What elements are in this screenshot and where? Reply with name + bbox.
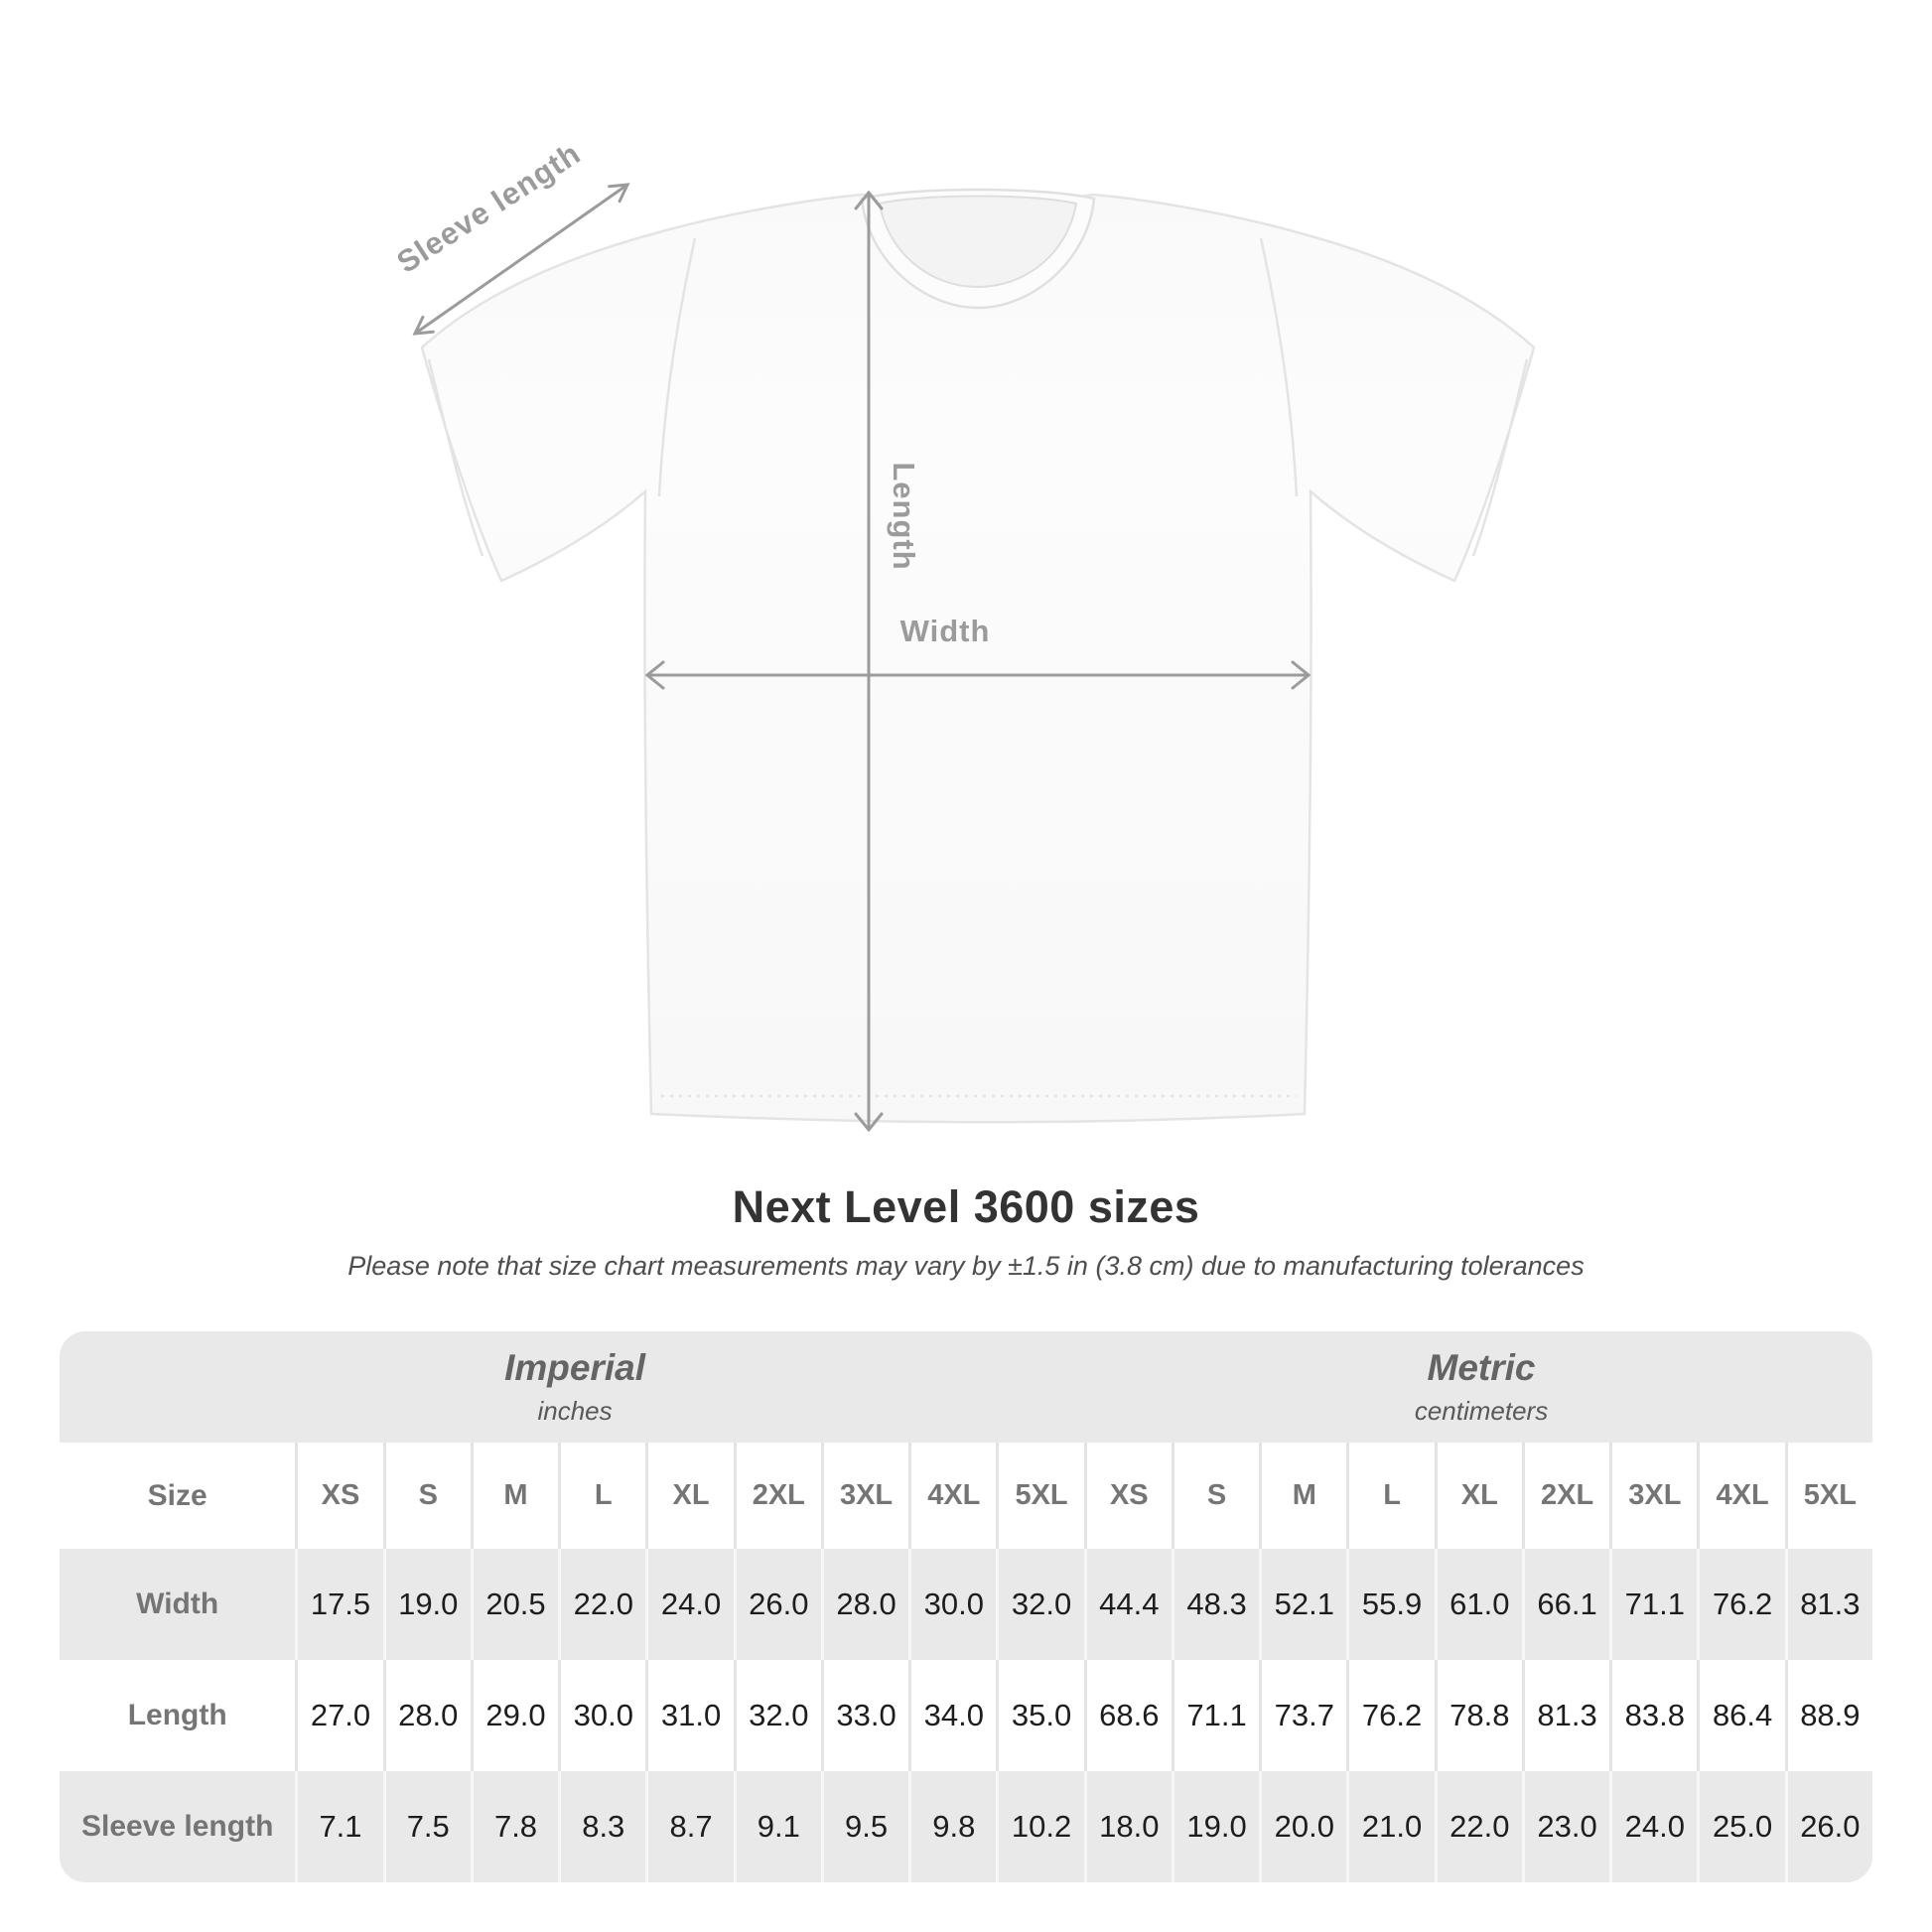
imperial-value-cell: 30.0 [908, 1549, 996, 1660]
imperial-value-cell: 19.0 [383, 1549, 471, 1660]
imperial-value-cell: 32.0 [996, 1549, 1083, 1660]
imperial-group-header [60, 1331, 1090, 1443]
metric-value-cell: 20.0 [1259, 1771, 1346, 1882]
imperial-value-cell: 7.8 [471, 1771, 558, 1882]
metric-size-header: L [1346, 1443, 1434, 1549]
imperial-size-header: 4XL [908, 1443, 996, 1549]
metric-value-cell: 55.9 [1346, 1549, 1434, 1660]
metric-value-cell: 81.3 [1785, 1549, 1872, 1660]
metric-value-cell: 76.2 [1346, 1660, 1434, 1771]
size-table [60, 1331, 1872, 1882]
metric-value-cell: 52.1 [1259, 1549, 1346, 1660]
metric-group-unit: centimeters [1414, 1396, 1549, 1426]
metric-value-cell: 71.1 [1609, 1549, 1697, 1660]
metric-value-cell: 73.7 [1259, 1660, 1346, 1771]
imperial-group-name: Imperial [504, 1347, 645, 1388]
imperial-value-cell: 32.0 [734, 1660, 821, 1771]
imperial-value-cell: 35.0 [996, 1660, 1083, 1771]
length-label: Length [887, 462, 921, 571]
imperial-value-cell: 24.0 [645, 1549, 733, 1660]
metric-value-cell: 21.0 [1346, 1771, 1434, 1882]
metric-value-cell: 83.8 [1609, 1660, 1697, 1771]
metric-value-cell: 18.0 [1084, 1771, 1172, 1882]
row-label: Width [136, 1587, 219, 1620]
imperial-value-cell: 10.2 [996, 1771, 1083, 1882]
imperial-size-header: XS [295, 1443, 382, 1549]
table-row [60, 1771, 1872, 1882]
imperial-value-cell: 33.0 [821, 1660, 908, 1771]
metric-value-cell: 23.0 [1522, 1771, 1609, 1882]
metric-value-cell: 66.1 [1522, 1549, 1609, 1660]
imperial-value-cell: 8.7 [645, 1771, 733, 1882]
imperial-value-cell: 30.0 [558, 1660, 645, 1771]
metric-value-cell: 71.1 [1172, 1660, 1259, 1771]
metric-size-header: M [1259, 1443, 1346, 1549]
metric-size-header: 5XL [1785, 1443, 1872, 1549]
imperial-size-header: 2XL [734, 1443, 821, 1549]
sleeve-length-label: Sleeve length [390, 135, 588, 280]
width-label: Width [899, 614, 991, 648]
metric-value-cell: 19.0 [1172, 1771, 1259, 1882]
imperial-size-header: S [383, 1443, 471, 1549]
imperial-value-cell: 9.8 [908, 1771, 996, 1882]
table-row [60, 1549, 1872, 1660]
metric-value-cell: 81.3 [1522, 1660, 1609, 1771]
metric-size-header: 2XL [1522, 1443, 1609, 1549]
metric-group-header [1090, 1331, 1872, 1443]
metric-value-cell: 24.0 [1609, 1771, 1697, 1882]
metric-size-header: XS [1084, 1443, 1172, 1549]
row-label: Length [127, 1699, 227, 1731]
imperial-size-header: L [558, 1443, 645, 1549]
imperial-value-cell: 7.5 [383, 1771, 471, 1882]
metric-size-header: 4XL [1697, 1443, 1784, 1549]
metric-size-header: 3XL [1609, 1443, 1697, 1549]
metric-value-cell: 86.4 [1697, 1660, 1784, 1771]
imperial-value-cell: 29.0 [471, 1660, 558, 1771]
imperial-value-cell: 17.5 [295, 1549, 382, 1660]
imperial-value-cell: 31.0 [645, 1660, 733, 1771]
imperial-value-cell: 9.5 [821, 1771, 908, 1882]
metric-value-cell: 76.2 [1697, 1549, 1784, 1660]
imperial-value-cell: 34.0 [908, 1660, 996, 1771]
metric-value-cell: 78.8 [1435, 1660, 1522, 1771]
unit-group-band [60, 1331, 1872, 1443]
size-column-header: Size [147, 1478, 207, 1512]
metric-size-header: XL [1435, 1443, 1522, 1549]
imperial-size-header: 3XL [821, 1443, 908, 1549]
imperial-group-unit: inches [537, 1396, 613, 1426]
imperial-value-cell: 28.0 [383, 1660, 471, 1771]
imperial-size-header: 5XL [996, 1443, 1083, 1549]
metric-value-cell: 22.0 [1435, 1771, 1522, 1882]
tshirt-illustration [422, 190, 1534, 1122]
imperial-size-header: M [471, 1443, 558, 1549]
metric-value-cell: 48.3 [1172, 1549, 1259, 1660]
metric-value-cell: 25.0 [1697, 1771, 1784, 1882]
metric-value-cell: 61.0 [1435, 1549, 1522, 1660]
metric-value-cell: 26.0 [1785, 1771, 1872, 1882]
imperial-value-cell: 26.0 [734, 1549, 821, 1660]
metric-group-name: Metric [1427, 1347, 1536, 1388]
imperial-value-cell: 20.5 [471, 1549, 558, 1660]
metric-value-cell: 88.9 [1785, 1660, 1872, 1771]
imperial-value-cell: 28.0 [821, 1549, 908, 1660]
page-title: Next Level 3600 sizes [732, 1181, 1200, 1232]
imperial-size-header: XL [645, 1443, 733, 1549]
table-header-row [60, 1443, 1872, 1549]
tolerance-note: Please note that size chart measurements may vary by ±1.5 in (3.8 cm) due to manufacturing tolerances [347, 1251, 1585, 1281]
imperial-value-cell: 7.1 [295, 1771, 382, 1882]
imperial-value-cell: 27.0 [295, 1660, 382, 1771]
row-label: Sleeve length [80, 1810, 274, 1843]
imperial-value-cell: 22.0 [558, 1549, 645, 1660]
imperial-value-cell: 9.1 [734, 1771, 821, 1882]
imperial-value-cell: 8.3 [558, 1771, 645, 1882]
metric-size-header: S [1172, 1443, 1259, 1549]
metric-value-cell: 44.4 [1084, 1549, 1172, 1660]
table-row [60, 1660, 1872, 1771]
table-body [60, 1549, 1872, 1882]
metric-value-cell: 68.6 [1084, 1660, 1172, 1771]
